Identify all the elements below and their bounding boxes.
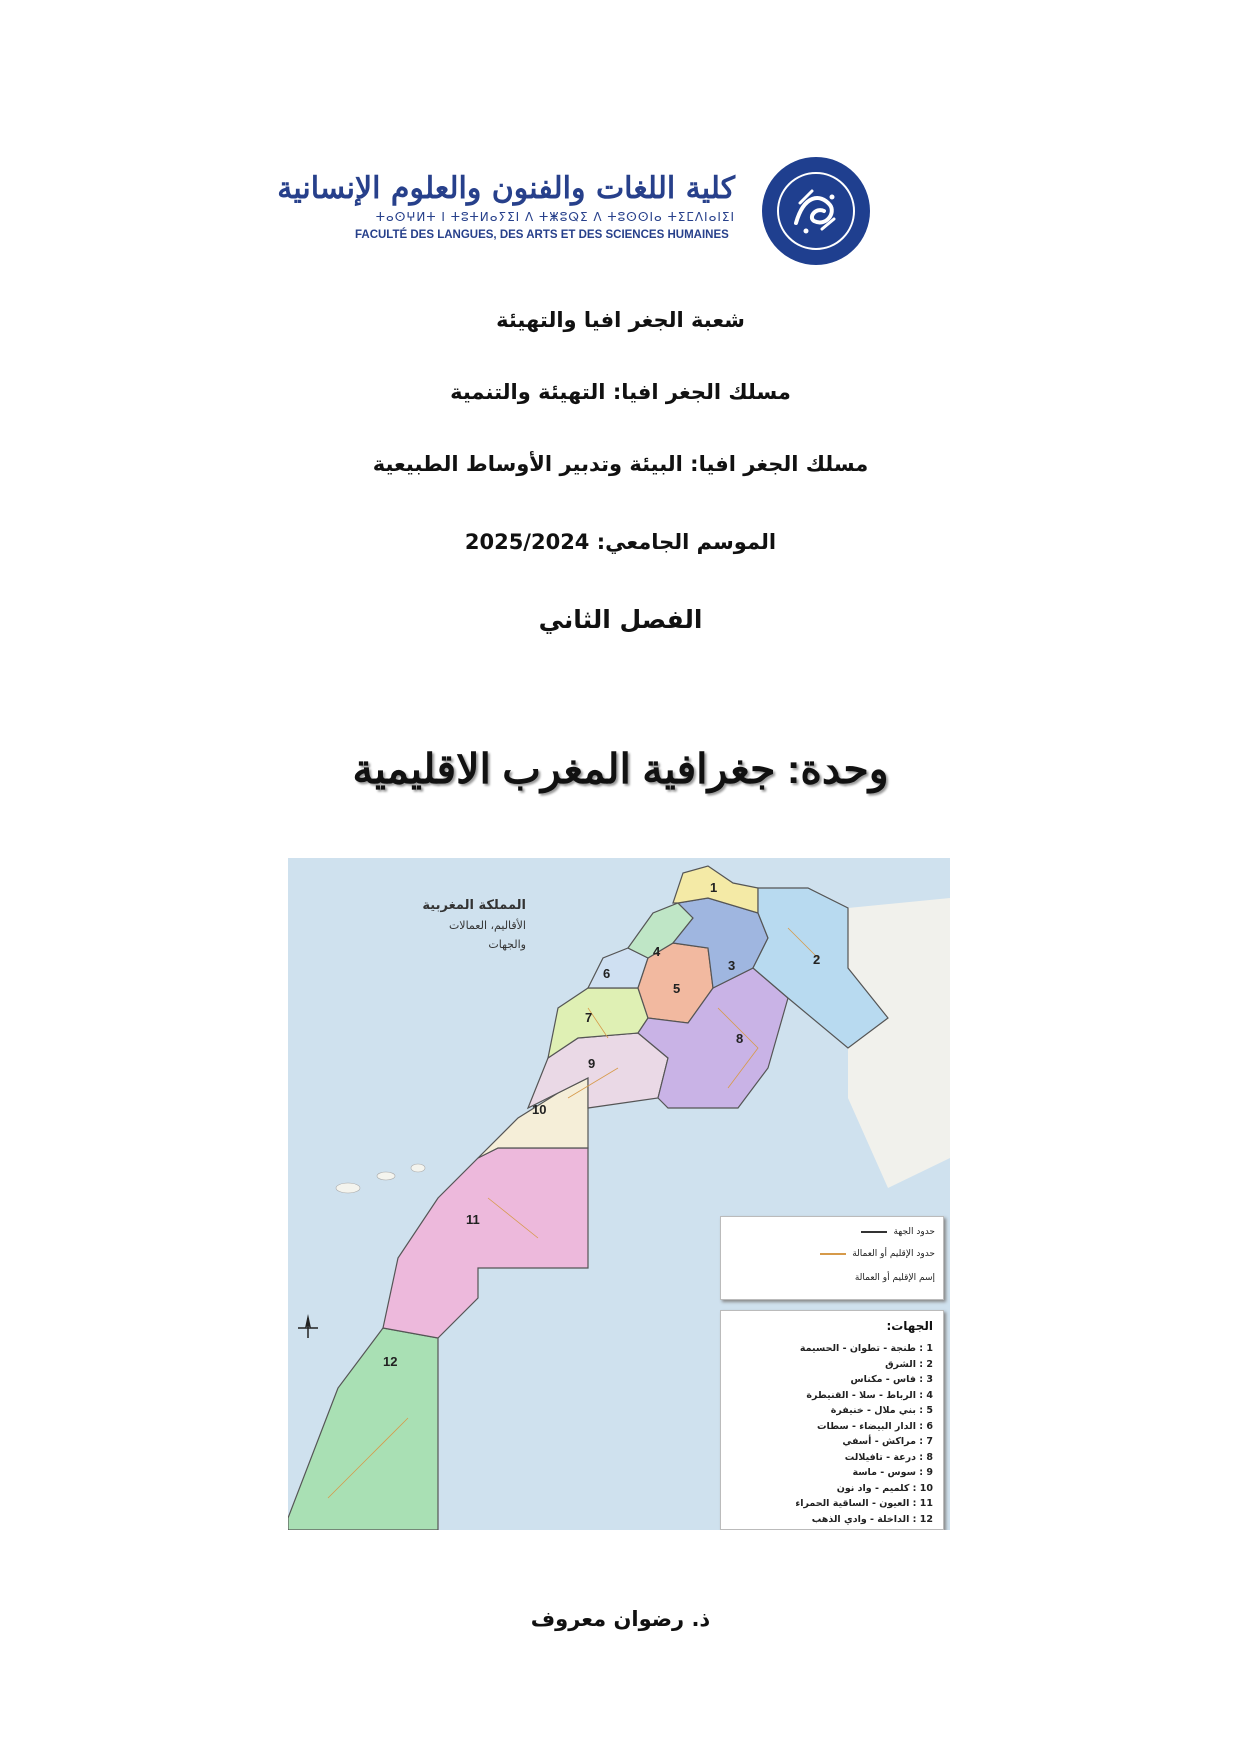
semester-label: الفصل الثاني: [538, 605, 703, 634]
province-border-swatch: [820, 1253, 846, 1255]
region-list-item: 8 : درعة - تافيلالت: [844, 1451, 933, 1463]
academic-year: الموسم الجامعي: 2025/2024: [464, 530, 777, 554]
region-number-12: 12: [383, 1354, 398, 1369]
region-list-item: 10 : كلميم - واد نون: [836, 1482, 933, 1494]
region-number-6: 6: [603, 966, 611, 981]
region-number-9: 9: [588, 1056, 596, 1071]
region-number-1: 1: [710, 880, 718, 895]
legend-province-border-label: حدود الإقليم أو العمالة: [852, 1249, 935, 1259]
department-name: شعبة الجغر افيا والتهيئة: [496, 308, 745, 332]
legend-region-border-label: حدود الجهة: [893, 1227, 935, 1237]
region-list-item: 9 : سوس - ماسة: [852, 1467, 933, 1478]
region-number-2: 2: [813, 952, 821, 967]
module-title: وحدة: جغرافية المغرب الاقليمية: [352, 746, 889, 792]
map-title: المملكة المغربية: [422, 898, 526, 913]
region-number-5: 5: [673, 981, 681, 996]
legend-row-province-border: [820, 1249, 935, 1259]
map-subtitle-1: الأقاليم، العمالات: [448, 919, 526, 932]
region-list-item: 7 : مراكش - أسفي: [842, 1436, 933, 1447]
region-list-item: 3 : فاس - مكناس: [850, 1374, 933, 1385]
regions-legend-title: الجهات:: [886, 1319, 933, 1333]
region-list-item: 5 : بني ملال - خنيفرة: [830, 1405, 933, 1416]
morocco-regions-map: [288, 858, 950, 1530]
track-environment-management: مسلك الجغر افيا: البيئة وتدبير الأوساط الطبيعية: [372, 452, 869, 476]
author-name: ذ. رضوان معروف: [530, 1607, 711, 1631]
region-list-item: 11 : العيون - الساقية الحمراء: [795, 1498, 933, 1509]
map-title-block: [406, 898, 526, 951]
legend-row-province-name: [855, 1273, 935, 1283]
university-seal-logo: [760, 155, 872, 267]
regions-list: [795, 1341, 933, 1527]
region-number-7: 7: [585, 1010, 593, 1025]
region-list-item: 12 : الداخلة - وادي الذهب: [811, 1513, 933, 1525]
region-list-item: 2 : الشرق: [885, 1358, 933, 1370]
region-list-item: 6 : الدار البيضاء - سطات: [816, 1420, 933, 1432]
faculty-name-french: FACULTÉ DES LANGUES, DES ARTS ET DES SCIENCES HUMAINES: [355, 229, 729, 241]
legend-row-region-border: [861, 1227, 935, 1237]
faculty-name-tifinagh: ⵜⴰⵙⵖⵍⵜ ⵏ ⵜⵓⵜⵍⴰⵢⵉⵏ ⴷ ⵜⵥⵓⵕⵉ ⴷ ⵜⵓⵙⵙⵏⴰ ⵜⵉⵎⴷⵏⴰⵏⵉⵏ: [375, 210, 735, 224]
faculty-name-arabic: كلية اللغات والفنون والعلوم الإنسانية: [277, 171, 735, 206]
region-number-10: 10: [532, 1102, 547, 1117]
region-list-item: 4 : الرباط - سلا - القنيطرة: [806, 1389, 933, 1401]
faculty-name-block: [277, 170, 735, 244]
region-border-swatch: [861, 1231, 887, 1233]
region-number-4: 4: [653, 944, 661, 959]
track-planning-development: مسلك الجغر افيا: التهيئة والتنمية: [450, 380, 791, 404]
map-subtitle-2: والجهات: [488, 938, 526, 951]
region-number-3: 3: [728, 958, 736, 973]
region-number-11: 11: [466, 1212, 480, 1227]
map-line-legend: [720, 1216, 944, 1300]
region-number-8: 8: [736, 1031, 744, 1046]
legend-province-name-label: إسم الإقليم أو العمالة: [854, 1273, 935, 1283]
map-regions-legend: [720, 1310, 944, 1530]
region-list-item: 1 : طنجة - تطوان - الحسيمة: [799, 1343, 933, 1354]
